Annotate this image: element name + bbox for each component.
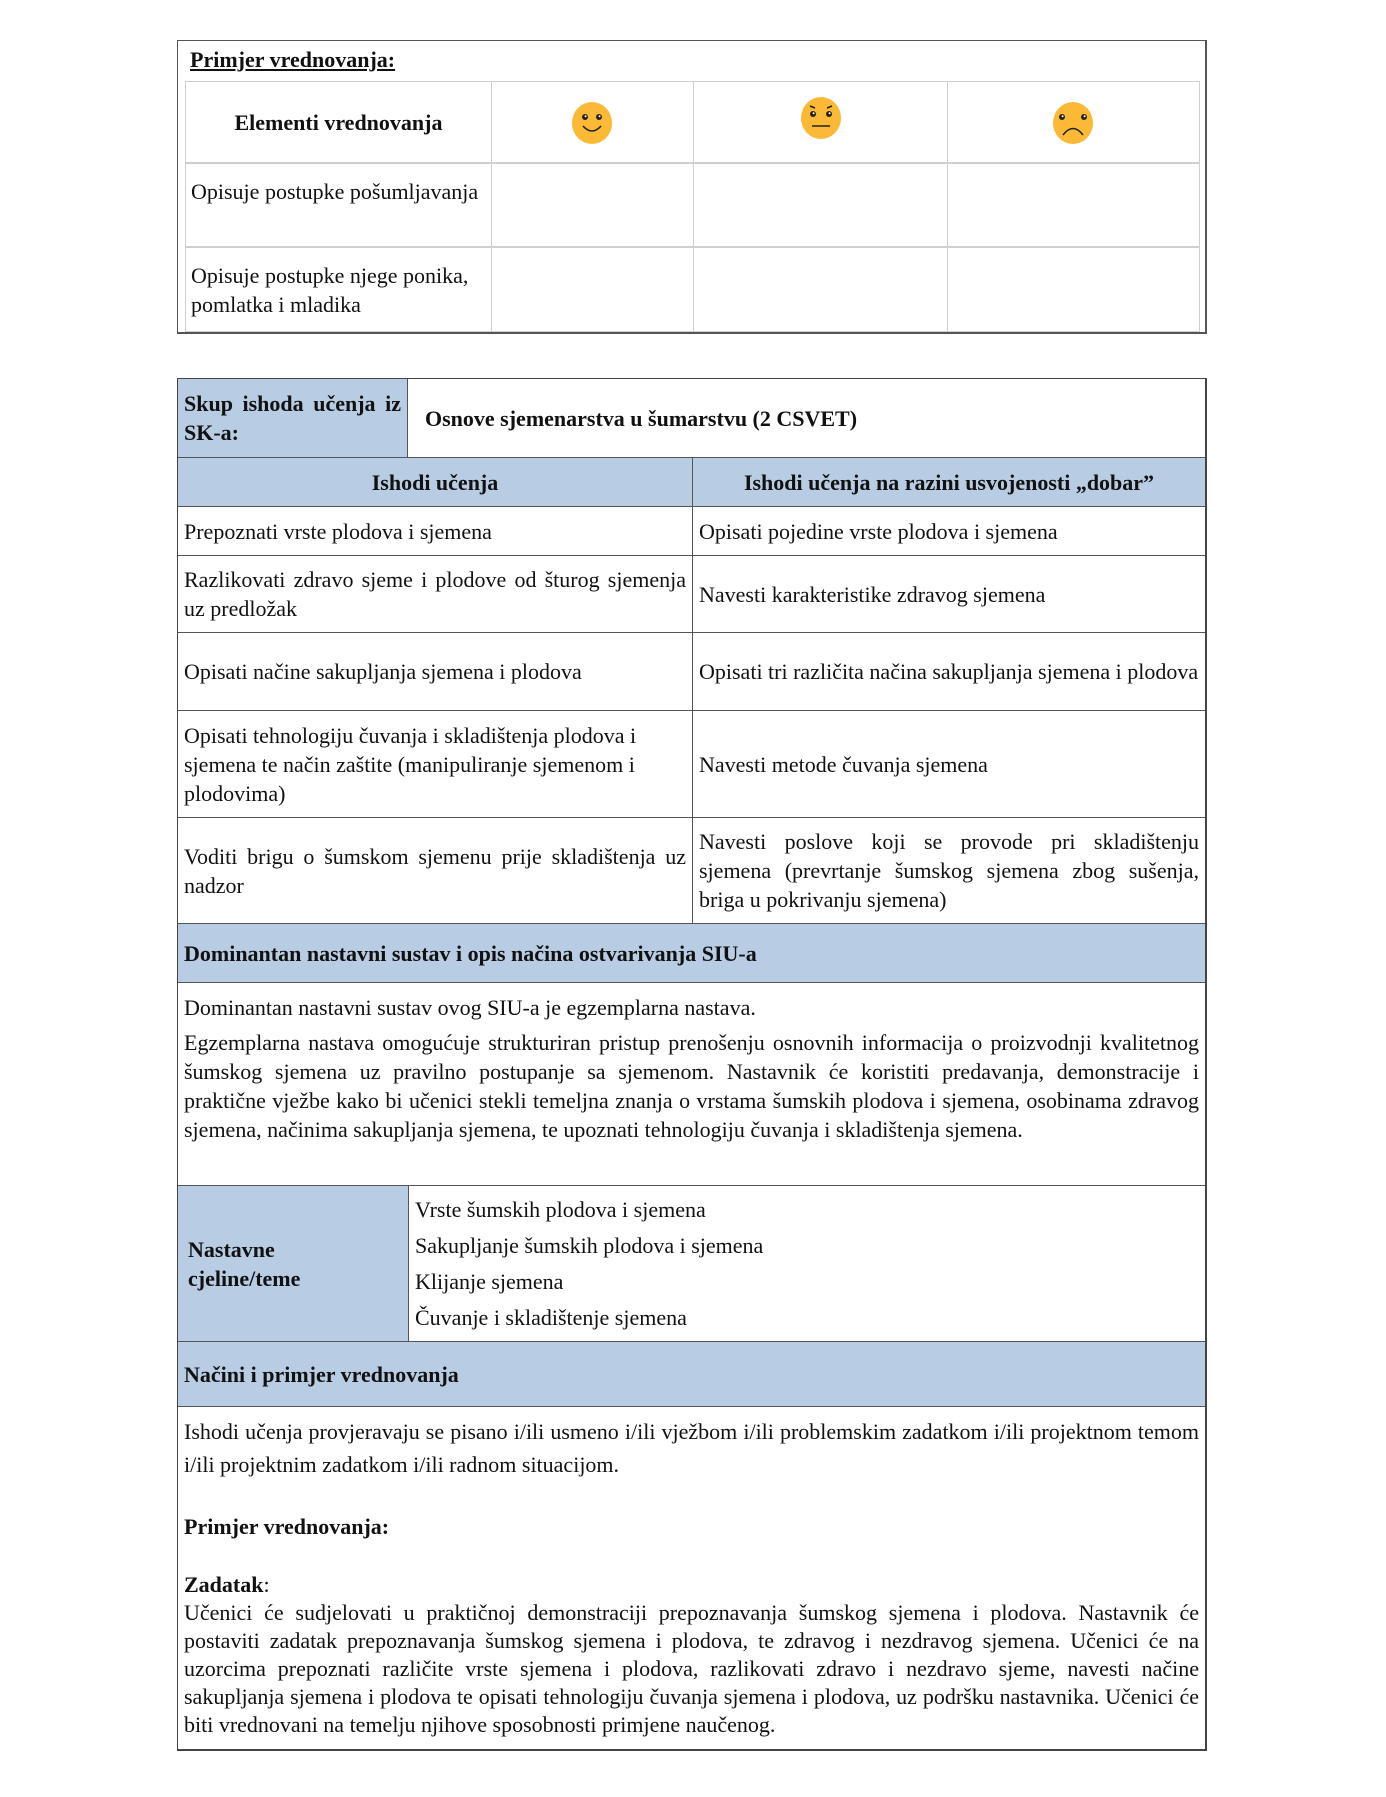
outcome-good-cell: [693, 633, 1205, 710]
unit-item: Sakupljanje šumskih plodova i sjemena: [415, 1233, 764, 1258]
rating-cell-happy[interactable]: [491, 162, 694, 248]
task-text: Učenici će sudjelovati u praktičnoj demonstraciji prepoznavanja šumskog sjemena i plodova. Nastavnik će postaviti zadatak prepoznavanja šumskog sjemena i plodova, te zdravog i nezdravog sjemena. Učenici će na uzorcima prepoznati različite vrste sjemena i plodova, razlikovati zdravo i nezdravo sjeme, navesti načine sakupljanja sjemena i plodova te opisati tehnologiju čuvanja sjemena i plodova, uz podršku nastavnika. Učenici će biti vrednovani na temelju njihove sposobnosti primjene naučenog.: [184, 1600, 1199, 1737]
criterion-label: Opisuje postupke njege ponika, pomlatka i mladika: [191, 263, 469, 317]
rating-header-neutral: [693, 81, 948, 164]
smiling-face-icon: [572, 102, 612, 144]
outcomes-header-row: [178, 457, 1205, 506]
teaching-system-paragraph: Egzemplarna nastava omogućuje strukturiran pristup prenošenju osnovnih informacija o proizvodnji kvalitetnog šumskog sjemena uz pravilno postupanje sa sjemenom. Nastavnik će koristiti predavanja, demonstracije i praktične vježbe kako bi učenici stekli temeljna znanja o vrstama šumskih plodova i sjemena, osobinama zdravog sjemena, načinima sakupljanja sjemena, te upoznati tehnologiju čuvanja i skladištenja sjemena.: [184, 1030, 1199, 1142]
rating-cell-neutral[interactable]: [693, 246, 948, 332]
outcome-good-text: Navesti karakteristike zdravog sjemena: [699, 581, 1046, 607]
unit-item: Vrste šumskih plodova i sjemena: [415, 1197, 706, 1222]
unit-item: Klijanje sjemena: [415, 1269, 564, 1294]
evaluation-header-label: Načini i primjer vrednovanja: [184, 1361, 459, 1387]
outcome-cell: [178, 818, 693, 923]
criterion-cell: [185, 162, 492, 248]
evaluation-example-title: Primjer vrednovanja:: [190, 47, 396, 72]
rating-cell-neutral[interactable]: [693, 162, 948, 248]
teaching-system-header: [178, 923, 1205, 982]
criteria-header-cell: [185, 81, 492, 164]
outcome-good-cell: [693, 818, 1205, 923]
outcome-set-label: Skup ishoda učenja iz SK-a:: [184, 391, 401, 445]
outcome-set-value-cell: [408, 379, 1205, 457]
outcome-text: Opisati tehnologiju čuvanja i skladištenja plodova i sjemena te način zaštite (manipuliranje sjemenom i plodovima): [184, 722, 637, 806]
outcomes-header-col2: [693, 458, 1205, 506]
frowning-face-icon: [1053, 102, 1093, 144]
outcome-row: [178, 632, 1205, 710]
unit-item: Čuvanje i skladištenje sjemena: [415, 1305, 687, 1330]
criteria-header-label: Elementi vrednovanja: [234, 109, 443, 135]
outcome-text: Voditi brigu o šumskom sjemenu prije skladištenja uz nadzor: [184, 843, 686, 898]
rating-cell-sad[interactable]: [947, 246, 1200, 332]
criterion-cell: [185, 246, 492, 332]
outcome-good-cell: [693, 711, 1205, 817]
units-label-cell: [178, 1186, 409, 1341]
outcomes-header-col1-label: Ishodi učenja: [371, 469, 499, 495]
units-list: [409, 1186, 1205, 1341]
neutral-face-icon: [801, 97, 841, 139]
outcome-cell: [178, 556, 693, 632]
outcome-good-cell: [693, 556, 1205, 632]
evaluation-methods-text: Ishodi učenja provjeravaju se pisano i/ili usmeno i/ili vježbom i/ili problemskim zadatkom i/ili projektnom temom i/ili projektnim zadatkom i/ili radnom situacijom.: [184, 1419, 1199, 1477]
outcome-row: [178, 506, 1205, 555]
evaluation-example-label: Primjer vrednovanja:: [184, 1514, 390, 1539]
evaluation-example-table: [177, 40, 1207, 334]
outcome-set-label-cell: [178, 379, 408, 457]
outcome-text: Opisati načine sakupljanja sjemena i plodova: [184, 659, 582, 684]
teaching-system-content: [178, 982, 1205, 1185]
outcomes-header-col1: [178, 458, 693, 506]
rating-header-happy: [491, 81, 694, 164]
criterion-label: Opisuje postupke pošumljavanja: [191, 179, 479, 204]
outcome-good-text: Opisati pojedine vrste plodova i sjemena: [699, 518, 1058, 544]
task-heading: [184, 1570, 1199, 1599]
outcome-text: Razlikovati zdravo sjeme i plodove od šturog sjemenja uz predložak: [184, 567, 686, 621]
outcome-row: [178, 710, 1205, 817]
outcome-good-text: Opisati tri različita načina sakupljanja sjemena i plodova: [699, 659, 1199, 684]
learning-outcomes-table: [177, 378, 1207, 1751]
evaluation-header: [178, 1341, 1205, 1406]
outcome-set-value: Osnove sjemenarstva u šumarstvu (2 CSVET): [425, 405, 858, 431]
outcome-cell: [178, 633, 693, 710]
task-colon: :: [263, 1572, 270, 1597]
outcome-text: Prepoznati vrste plodova i sjemena: [184, 518, 492, 544]
teaching-system-header-label: Dominantan nastavni sustav i opis načina ostvarivanja SIU-a: [184, 940, 757, 966]
teaching-system-paragraph: Dominantan nastavni sustav ovog SIU-a je egzemplarna nastava.: [184, 995, 756, 1020]
outcome-good-text: Navesti poslove koji se provode pri skladištenju sjemena (prevrtanje šumskog sjemena zbog sušenja, briga u pokrivanju sjemena): [699, 829, 1199, 912]
task-label: Zadatak: [184, 1572, 264, 1597]
rating-cell-sad[interactable]: [947, 162, 1200, 248]
outcome-cell: [178, 711, 693, 817]
rating-header-sad: [947, 81, 1200, 164]
evaluation-content: [178, 1406, 1205, 1749]
rating-cell-happy[interactable]: [491, 246, 694, 332]
outcome-cell: [178, 507, 693, 555]
outcome-good-text: Navesti metode čuvanja sjemena: [699, 751, 988, 777]
outcomes-header-col2-label: Ishodi učenja na razini usvojenosti „dobar”: [743, 469, 1155, 495]
outcome-row: [178, 555, 1205, 632]
outcome-row: [178, 817, 1205, 923]
units-row: [178, 1185, 1205, 1341]
units-label: Nastavne cjeline/teme: [188, 1236, 301, 1291]
outcome-good-cell: [693, 507, 1205, 555]
